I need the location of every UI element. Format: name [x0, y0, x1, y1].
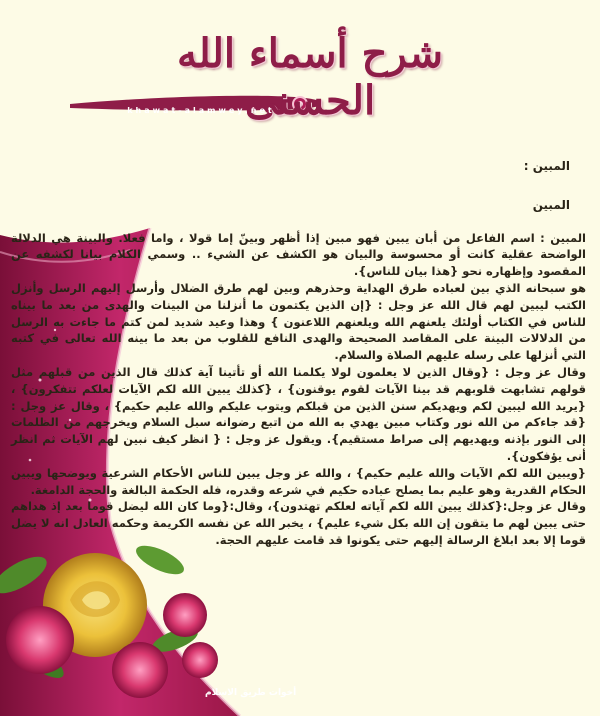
site-url: khawat-alamwey.net — [127, 106, 275, 115]
paragraph-explanation: هو سبحانه الذي بين لعباده طرق الهداية وحذرهم وبين لهم طرق الضلال وأرسل إليهم الرسل وأنزل الكتب ليبين لهم قال الله عز وجل : {إن الذين يكتمون ما أنزلنا من البينات والهدى من بعد ما بيناه للناس في الكتاب أولئك يلعنهم الله ويلعنهم اللاعنون } وهذا وعيد شديد لمن كتم ما جاءت به الرسل من الدلالات البينة على المقاصد الصحيحة والهدى النافع للقلوب من بعد ما بينه الله تعالى في كتبه التي أنزلها على رسله عليهم الصلاة والسلام. — [11, 280, 586, 363]
paragraph-conclusion: وقال عز وجل:{كذلك يبين الله لكم آياته لعلكم تهتدون}، وقال:{وما كان الله ليضل قوما بعد إذ هداهم حتى يبين لهم ما يتقون إن الله بكل شيء عليم} ، يخبر الله عن نفسه الكريمة وحكمه العادل انه لا يضل قوما إلا بعد ابلاغ الرسالة إليهم حتى يكونوا قد قامت عليهم الحجة. — [11, 499, 586, 547]
page-title: شرح أسماء الله الحسنى — [177, 30, 443, 124]
article-body — [11, 150, 586, 549]
paragraph-verses: وقال عز وجل : {وقال الذين لا يعلمون لولا يكلمنا الله أو تأتينا آية كذلك قال الذين من قبلهم مثل قولهم تشابهت قلوبهم قد بينا الآيات لقوم يوقنون} ، {كذلك يبين الله لكم الآيات لعلكم تتفكرون} ، {يريد الله ليبين لكم ويهديكم سنن الذين من قبلكم ويتوب عليكم والله عليم حكيم} ، وقال عز وجل : {قد جاءكم من الله نور وكتاب مبين يهدي به الله من اتبع رضوانه سبل السلام ويخرجهم من الظلمات إلى النور بإذنه ويهديهم إلى صراط مستقيم}. ويقول عز وجل : { انظر كيف نبين لهم الآيات ثم انظر أنى يؤفكون}. — [11, 364, 586, 463]
paragraph-definition: المبين : اسم الفاعل من أبان يبين فهو مبين إذا أظهر وبينّ إما قولا ، واما فعلا. والبينة هي الدلالة الواضحة عقلية كانت أو محسوسة والبيان هو الكشف عن الشيء .. وسمي الكلام بيانا لكشفه عن المقصود وإظهاره نحو {هذا بيان للناس}. — [11, 230, 586, 279]
section-heading: المبين : — [523, 159, 570, 173]
section-subheading: المبين — [532, 197, 570, 212]
paragraph-rulings: {ويبين الله لكم الآيات والله عليم حكيم} ، والله عز وجل يبين للناس الأحكام الشرعية ويوضحها ويبين الحكام القدرية وهو عليم بما يصلح عباده حكيم في شرعه وقدره، فله الحكمة البالغة والحجة الدامغة. — [11, 465, 586, 497]
footer-signature: أخوات طريق الاسلام — [205, 688, 297, 698]
